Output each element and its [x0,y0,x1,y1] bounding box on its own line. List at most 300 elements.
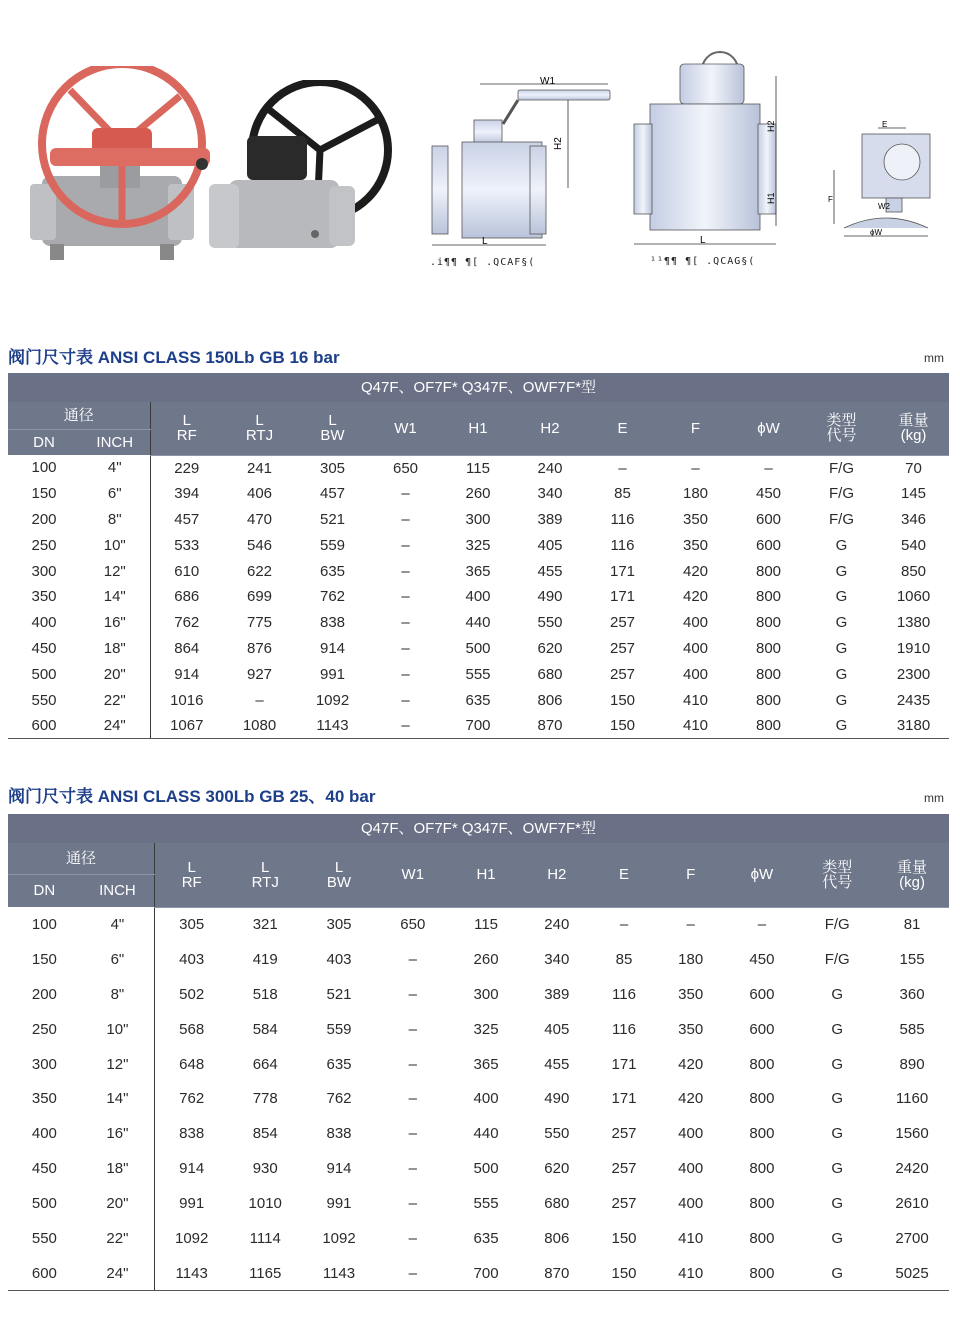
table-cell: 155 [899,950,925,968]
table-cell: 559 [326,1020,352,1038]
table-row [8,532,949,558]
table-cell: 635 [319,562,346,580]
table-cell: 240 [544,916,570,934]
table-row [8,584,949,610]
valve-photo-red-handwheel [30,66,215,266]
table-cell: 410 [682,691,709,709]
table-cell: 420 [682,562,709,580]
table-cell: – [408,1229,417,1247]
table2-hdr-dn: DN [8,874,81,907]
dim-label-f: F [828,195,833,204]
dim-label-phiw: ϕW [870,228,883,237]
table-cell: 2610 [895,1195,929,1213]
table2-hdr-weight: 重量 (kg) [875,843,949,907]
table1-band-label: Q47F、OF7F* Q347F、OWF7F*型 [8,373,949,402]
table-cell: 1080 [223,713,296,739]
table-cell: 502 [179,985,205,1003]
figure-caption-right: ¹¹¶¶ ¶[ .QCAG§( [650,256,756,267]
table-row [8,942,949,977]
table-cell: 229 [174,459,200,477]
table-cell: 457 [174,510,200,528]
table-row [8,687,949,713]
table-cell: 24" [80,713,150,739]
table-cell: 778 [252,1090,278,1108]
table-cell: 4" [80,455,150,481]
table-cell: 914 [174,665,200,683]
table-cell: F/G [829,510,854,528]
table-cell: – [618,459,627,477]
table-cell: 600 [755,536,782,554]
table-cell: 991 [319,665,346,683]
table-cell: – [408,1090,417,1108]
table2-hdr-e: E [591,843,657,907]
table-row [8,1221,949,1256]
table-cell: 600 [8,1256,81,1291]
table-cell: – [401,562,410,580]
table-row [8,1256,949,1291]
table-cell: 550 [31,691,57,709]
table1-hdr-h2: H2 [514,402,586,455]
table-cell: 116 [612,1020,636,1038]
table-cell: 150 [31,485,57,503]
table-row [8,610,949,636]
table-cell: 1160 [895,1090,929,1108]
table-cell: 455 [537,562,563,580]
table-cell: 648 [179,1055,205,1073]
table-cell: 762 [179,1090,205,1108]
table-cell: 680 [537,665,563,683]
table2-band-label: Q47F、OF7F* Q347F、OWF7F*型 [8,814,949,843]
table-cell: 838 [319,614,346,632]
table-cell: G [831,1195,844,1213]
table-cell: 2700 [895,1229,929,1247]
table-cell: 700 [450,1256,523,1291]
table-cell: 518 [252,985,278,1003]
table2-hdr-type: 类型 代号 [799,843,875,907]
lever-valve-drawing [418,70,618,260]
table-cell: 2420 [895,1160,929,1178]
table-cell: – [408,1160,417,1178]
table-cell: 116 [610,510,635,528]
table-cell: 419 [252,950,278,968]
table-cell: 664 [252,1055,278,1073]
table-cell: 2300 [896,665,931,683]
table-cell: 600 [749,985,775,1003]
table-row [8,1151,949,1186]
gearbox-side-drawing [826,120,934,242]
table-cell: G [799,1256,875,1291]
table-row [8,1116,949,1151]
table-cell: G [835,665,848,683]
table-cell: 1143 [296,713,369,739]
table-cell: 325 [465,536,491,554]
table-cell: 521 [319,510,346,528]
table-cell: 555 [473,1195,499,1213]
table-cell: 914 [179,1160,205,1178]
table2-hdr-l-bw: L BW [302,843,376,907]
table-cell: 350 [682,510,709,528]
table-cell: 2435 [896,691,931,709]
table-cell: 350 [682,536,709,554]
table-cell: 991 [326,1195,352,1213]
table2-hdr-l-rf: L RF [155,843,229,907]
table-cell: 806 [544,1229,570,1247]
table-cell: 100 [31,915,57,933]
table2-hdr-tongjing: 通径 [8,843,155,874]
valve-photo-black-handwheel [205,80,400,260]
table2-body [8,907,949,1291]
table-cell: G [835,639,848,657]
table-cell: 8" [81,977,155,1012]
table-row [8,907,949,942]
table-cell: – [376,1256,450,1291]
table-cell: 800 [725,1256,800,1291]
table-cell: 620 [544,1160,570,1178]
table-cell: 403 [179,950,205,968]
dim-label-h1: H1 [766,192,776,204]
table-cell: 180 [682,485,709,503]
table-cell: 1910 [896,639,931,657]
table-cell: – [757,916,767,934]
table-cell: 620 [537,639,563,657]
table2-unit: mm [924,791,944,805]
table1-hdr-l-rtj: L RTJ [223,402,296,455]
table-cell: 340 [544,950,570,968]
table-cell: 800 [749,1055,775,1073]
table-cell: F/G [824,916,850,934]
table-cell: 568 [179,1020,205,1038]
table1-hdr-inch: INCH [80,429,150,455]
table-cell: 800 [749,1195,775,1213]
table-cell: 650 [400,916,426,934]
table-cell: 1165 [228,1256,302,1291]
table-cell: – [401,536,410,554]
table-cell: 500 [465,639,491,657]
table1-title: 阀门尺寸表 ANSI CLASS 150Lb GB 16 bar [8,348,340,367]
table-cell: – [401,665,410,683]
table-cell: F/G [829,459,854,477]
table-cell: F/G [829,485,854,503]
dim-label-h2: H2 [553,137,564,150]
table1-hdr-h1: H1 [442,402,514,455]
table-cell: 806 [537,691,563,709]
table-cell: 450 [31,1160,57,1178]
table1-hdr-dn: DN [8,429,80,455]
table-cell: 420 [678,1090,704,1108]
table-cell: 346 [901,510,927,528]
table-cell: 150 [31,950,57,968]
table-cell: 546 [246,536,273,554]
table-cell: 300 [473,985,499,1003]
table-cell: – [691,459,700,477]
table-cell: 800 [755,614,782,632]
table-cell: 680 [544,1195,570,1213]
table-cell: 650 [392,459,419,477]
table-row [8,977,949,1012]
table-cell: 555 [465,665,491,683]
table-row [8,661,949,687]
table-cell: 20" [81,1186,155,1221]
table-cell: 700 [442,713,514,739]
table-cell: – [401,588,410,606]
table-cell: 762 [319,588,346,606]
table-cell: 260 [473,950,499,968]
table1-hdr-l-bw: L BW [296,402,369,455]
table-cell: 400 [682,665,709,683]
table-cell: 762 [326,1090,352,1108]
table-cell: G [831,1090,844,1108]
table-cell: G [835,614,848,632]
table-cell: – [401,510,410,528]
table1 [8,373,949,739]
table-cell: 800 [755,691,782,709]
table-cell: 16" [81,1116,155,1151]
table-cell: 200 [31,985,57,1003]
table-cell: 5025 [875,1256,949,1291]
table-cell: 930 [252,1160,278,1178]
table-cell: 1560 [895,1125,929,1143]
table-cell: G [831,1229,844,1247]
table-cell: 914 [319,639,346,657]
table-cell: 622 [246,562,273,580]
table-cell: 365 [465,562,491,580]
table-cell: 321 [252,916,278,934]
table-cell: 420 [678,1055,704,1073]
table-cell: 584 [252,1020,278,1038]
table-cell: 394 [174,485,200,503]
table-row [8,507,949,533]
table-cell: 470 [246,510,273,528]
table-cell: 400 [465,588,491,606]
table-cell: 400 [682,614,709,632]
table-cell: 1114 [249,1229,281,1247]
table-cell: 300 [31,562,57,580]
table-cell: 800 [755,588,782,606]
table1-hdr-e: E [586,402,659,455]
table-cell: 340 [537,485,563,503]
table-cell: 14" [80,584,150,610]
table-cell: 800 [749,1125,775,1143]
table-cell: 85 [615,950,633,968]
table-cell: 24" [81,1256,155,1291]
table-cell: 240 [537,459,563,477]
table-cell: 171 [611,1090,637,1108]
table-cell: 1010 [248,1195,282,1213]
table-cell: 400 [678,1160,704,1178]
table-cell: 800 [749,1160,775,1178]
table-cell: G [835,536,848,554]
table-cell: 12" [81,1047,155,1082]
table-cell: 550 [544,1125,570,1143]
table-cell: 635 [473,1229,499,1247]
table-cell: 405 [537,536,563,554]
table-cell: 305 [179,916,205,934]
table-cell: 257 [611,1160,637,1178]
table-cell: G [831,985,844,1003]
table-cell: 838 [326,1125,352,1143]
table-cell: 991 [179,1195,205,1213]
table-cell: 350 [678,985,704,1003]
table-cell: 116 [610,536,635,554]
table-cell: 420 [682,588,709,606]
table-cell: 540 [901,536,927,554]
table-cell: – [369,713,442,739]
table2-hdr-h1: H1 [450,843,523,907]
table-cell: 450 [755,485,782,503]
table-cell: 1060 [896,588,931,606]
table-cell: 1143 [302,1256,376,1291]
table-cell: 360 [899,985,925,1003]
table-cell: G [835,588,848,606]
table-cell: 635 [465,691,491,709]
table-cell: 305 [319,459,346,477]
table-cell: 85 [614,485,631,503]
table2-hdr-w1: W1 [376,843,450,907]
table-cell: 180 [678,950,704,968]
table-cell: – [408,1125,417,1143]
table-cell: 4" [81,907,155,942]
table2-hdr-inch: INCH [81,874,155,907]
table-cell: 450 [31,639,57,657]
table-cell: 22" [80,687,150,713]
table-cell: 410 [657,1256,725,1291]
table1-hdr-phiw: ϕW [732,402,805,455]
table-cell: 610 [174,562,200,580]
table-row [8,558,949,584]
table-cell: 400 [678,1125,704,1143]
table-cell: 257 [611,1125,637,1143]
table-cell: 6" [81,942,155,977]
table-cell: 533 [174,536,200,554]
table1-body [8,455,949,739]
table-cell: 350 [678,1020,704,1038]
table-cell: 585 [899,1020,925,1038]
table-cell: 1092 [175,1229,209,1247]
table-cell: 115 [466,459,490,477]
table-cell: – [408,1055,417,1073]
table-cell: 200 [31,510,57,528]
dim-label-w1: W1 [540,76,555,87]
table-cell: 1143 [155,1256,229,1291]
table-cell: G [835,562,848,580]
table-cell: 365 [473,1055,499,1073]
table-cell: 400 [31,1125,57,1143]
table-cell: 6" [80,481,150,507]
table-cell: 457 [319,485,346,503]
table-cell: G [831,1160,844,1178]
dim-label-l2: L [700,235,706,246]
table2-title: 阀门尺寸表 ANSI CLASS 300Lb GB 25、40 bar [8,787,376,806]
table-cell: – [401,639,410,657]
table-cell: 257 [609,614,636,632]
table1-hdr-type: 类型 代号 [805,402,878,455]
table-cell: – [401,485,410,503]
table-cell: 800 [755,562,782,580]
table-cell: 10" [81,1012,155,1047]
table2 [8,814,949,1291]
table-cell: 699 [246,588,273,606]
table-cell: 171 [609,588,636,606]
table-cell: 440 [465,614,491,632]
gear-valve-drawing [628,46,788,258]
figure-strip [0,0,960,300]
table-cell: 876 [246,639,273,657]
table-cell: 70 [905,459,922,477]
table-cell: 800 [755,639,782,657]
table-cell: 257 [611,1195,637,1213]
table-cell: 400 [31,614,57,632]
table2-hdr-phiw: ϕW [725,843,800,907]
table-cell: 300 [465,510,491,528]
table-cell: 500 [473,1160,499,1178]
table-cell: 14" [81,1081,155,1116]
table-row [8,1081,949,1116]
table-cell: 18" [80,636,150,662]
table-cell: 927 [246,665,273,683]
table-cell: G [831,1055,844,1073]
figure-caption-left: .i¶¶ ¶[ .QCAF§( [430,257,536,268]
table-cell: 100 [31,459,57,477]
table-cell: 800 [732,713,805,739]
table-cell: 300 [31,1055,57,1073]
table-cell: – [255,691,264,709]
table-cell: 490 [544,1090,570,1108]
table-cell: 450 [749,950,775,968]
table-row [8,481,949,507]
table-cell: 8" [80,507,150,533]
table-cell: 250 [31,1020,57,1038]
table-cell: 410 [678,1229,704,1247]
table-cell: 400 [473,1090,499,1108]
table-cell: 762 [174,614,200,632]
table-cell: 350 [31,1090,57,1108]
table-cell: 150 [611,1229,637,1247]
table-cell: G [835,691,848,709]
table-cell: 257 [609,665,636,683]
table-cell: 854 [252,1125,278,1143]
table1-hdr-f: F [659,402,732,455]
dim-label-l: L [482,236,488,247]
table-row [8,1186,949,1221]
table-cell: 455 [544,1055,570,1073]
table-cell: – [686,916,695,934]
table-cell: – [764,459,773,477]
table-cell: 550 [31,1229,57,1247]
table-cell: 600 [755,510,782,528]
table-row [8,455,949,481]
table1-unit: mm [924,351,944,365]
table-cell: G [831,1125,844,1143]
table2-hdr-f: F [657,843,725,907]
table2-hdr-l-rtj: L RTJ [228,843,302,907]
dim-label-w2: W2 [878,202,890,211]
table-cell: 1092 [315,691,350,709]
table-cell: 12" [80,558,150,584]
table-cell: 890 [899,1055,925,1073]
table-cell: – [408,1195,417,1213]
table-cell: 850 [901,562,927,580]
table-cell: 440 [473,1125,499,1143]
table-row [8,1047,949,1082]
table-cell: 3180 [878,713,949,739]
table-cell: 405 [544,1020,570,1038]
table-row [8,636,949,662]
table-cell: 490 [537,588,563,606]
dim-label-e: E [882,120,888,129]
table-cell: 500 [31,1195,57,1213]
table1-hdr-tongjing: 通径 [8,402,150,429]
table-cell: – [401,614,410,632]
